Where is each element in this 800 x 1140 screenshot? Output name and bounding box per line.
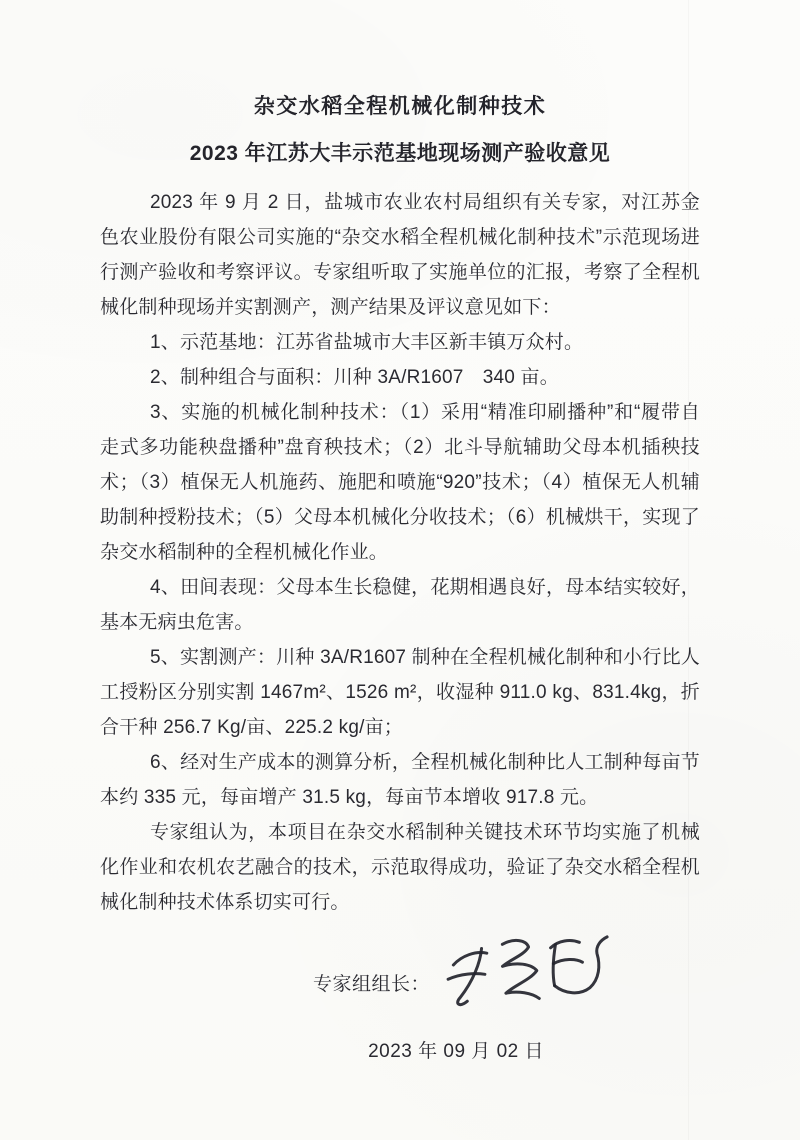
signature-row <box>100 934 700 1012</box>
paragraph-item-5-yield-measurement: 5、实割测产：川种 3A/R1607 制种在全程机械化制种和小行比人工授粉区分别实割 1467m²、1526 m²，收湿种 911.0 kg、831.4kg，折合干种 256.7 Kg/亩、225.2 kg/亩； <box>100 647 700 738</box>
handwritten-signature <box>438 929 620 1020</box>
signature-date: 2023 年 09 月 02 日 <box>368 1041 544 1062</box>
paragraph-item-3-technologies: 3、实施的机械化制种技术：（1）采用“精准印刷播种”和“履带自走式多功能秧盘播种”盘育秧技术；（2）北斗导航辅助父母本机插秧技术；（3）植保无人机施药、施肥和喷施“920”技术；（4）植保无人机辅助制种授粉技术；（5）父母本机械化分收技术；（6）机械烘干，实现了杂交水稻制种的全程机械化作业。 <box>100 402 700 563</box>
paragraph-item-6-cost-analysis: 6、经对生产成本的测算分析，全程机械化制种比人工制种每亩节本约 335 元，每亩增产 31.5 kg，每亩节本增收 917.8 元。 <box>100 752 700 808</box>
paragraph-item-2-combination-area: 2、制种组合与面积：川种 3A/R1607 340 亩。 <box>150 367 559 388</box>
doc-subtitle: 2023 年江苏大丰示范基地现场测产验收意见 <box>189 142 611 165</box>
paragraph-conclusion: 专家组认为，本项目在杂交水稻制种关键技术环节均实施了机械化作业和农机农艺融合的技术，示范取得成功，验证了杂交水稻全程机械化制种技术体系切实可行。 <box>100 822 700 913</box>
paragraph-item-1-base: 1、示范基地：江苏省盐城市大丰区新丰镇万众村。 <box>150 332 584 353</box>
signature-label: 专家组组长： <box>312 973 430 995</box>
scan-crease-line <box>688 0 689 1140</box>
document-body <box>100 185 700 920</box>
paragraph-item-4-field-performance: 4、田间表现：父母本生长稳健，花期相遇良好，母本结实较好，基本无病虫危害。 <box>100 577 700 633</box>
paragraph-intro: 2023 年 9 月 2 日，盐城市农业农村局组织有关专家，对江苏金色农业股份有限公司实施的“杂交水稻全程机械化制种技术”示范现场进行测产验收和考察评议。专家组听取了实施单位的汇报，考察了全程机械化制种现场并实割测产，测产结果及评议意见如下： <box>100 192 700 318</box>
doc-title: 杂交水稻全程机械化制种技术 <box>253 95 547 118</box>
